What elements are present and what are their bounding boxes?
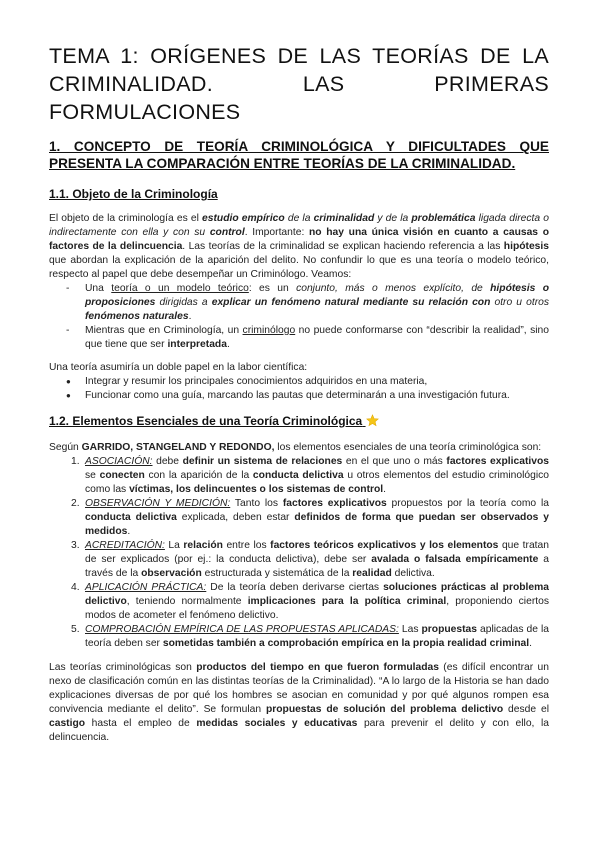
list-item: 4. APLICACIÓN PRÁCTICA: De la teoría deben derivarse ciertas soluciones prácticas al problema delictivo, teniendo normalmente implicaciones para la política criminal, proponiendo ciertos modos de acometer el fenómeno delictivo. [71,582,550,621]
list-item: 1. ASOCIACIÓN: debe definir un sistema de relaciones en el que uno o más factores explicativos se conecten con la aparición de la conducta delictiva u otros elementos del estudio criminológico como las víctimas, los delincuentes o los sistemas de control. [71,456,550,495]
section-1-2-intro: Según GARRIDO, STANGELAND Y REDONDO, los elementos esenciales de una teoría criminológica son: [49,442,542,453]
section-1-heading: 1. CONCEPTO DE TEORÍA CRIMINOLÓGICA Y DIFICULTADES QUE PRESENTA LA COMPARACIÓN ENTRE TEORÍAS DE LA CRIMINALIDAD. [49,139,549,171]
section-1-1-heading: 1.1. Objeto de la Criminología [49,187,218,201]
document-page [49,42,549,745]
section-1-2-heading: 1.2. Elementos Esenciales de una Teoría Criminológica [49,414,549,429]
list-item: ● Integrar y resumir los principales conocimientos adquiridos en una materia, [49,375,549,389]
star-icon [366,414,379,427]
list-item: - Mientras que en Criminología, un criminólogo no puede conformarse con “describir la realidad”, sino que tiene que ser interpretada. [49,324,549,352]
list-item: 5. COMPROBACIÓN EMPÍRICA DE LAS PROPUESTAS APLICADAS: Las propuestas aplicadas de la teoría deben ser sometidas también a comprobación empírica en la propia realidad criminal. [71,624,549,649]
list-item: - Una teoría o un modelo teórico: es un conjunto, más o menos explícito, de hipótesis o proposiciones dirigidas a explicar un fenómeno natural mediante su relación con otro u otros fenómenos naturales. [49,282,549,324]
section-1-1-paragraph: El objeto de la criminología es el estudio empírico de la criminalidad y de la problemática ligada directa o indirectamente con ella y con su control. Importante: no hay una única visión en cuanto a causas o factores de la delincuencia. Las teorías de la criminalidad se explican haciendo referencia a las hipótesis que abordan la explicación de la aparición del delito. No confundir lo que es una teoría o modelo teórico, respecto al papel que debe desempeñar un Criminólogo. Veamos: [49,213,550,280]
essential-elements-list [49,455,549,651]
theory-definition-list [49,282,549,352]
document-title: TEMA 1: ORÍGENES DE LAS TEORÍAS DE LA CRIMINALIDAD. LAS PRIMERAS FORMULACIONES [49,44,549,124]
list-item: 3. ACREDITACIÓN: La relación entre los factores teóricos explicativos y los elementos que tratan de ser explicados (por ej.: la conducta delictiva), debe ser avalada o falsada empíricamente a través de la observación estructurada y sistemática de la realidad delictiva. [71,540,550,579]
dual-role-list [49,375,549,403]
list-item: 2. OBSERVACIÓN Y MEDICIÓN: Tanto los factores explicativos propuestos por la teoría como la conducta delictiva explicada, deben estar definidos de forma que puedan ser observados y medidos. [71,498,549,537]
closing-paragraph: Las teorías criminológicas son productos del tiempo en que fueron formuladas (es difícil encontrar un nexo de clasificación común en las distintas teorías de la Criminalidad). “A lo largo de la Historia se han dado explicaciones diversas de por qué los hombres se asocian en comunidad y por qué algunos rompen esa convivencia mediante el delito”. Se formulan propuestas de solución del problema delictivo desde el castigo hasta el empleo de medidas sociales y educativas para prevenir el delito y con ello, la delincuencia. [49,662,550,743]
list-item: ● Funcionar como una guía, marcando las pautas que determinarán a una investigación futura. [49,389,549,403]
dual-role-paragraph: Una teoría asumiría un doble papel en la labor científica: [49,362,308,373]
